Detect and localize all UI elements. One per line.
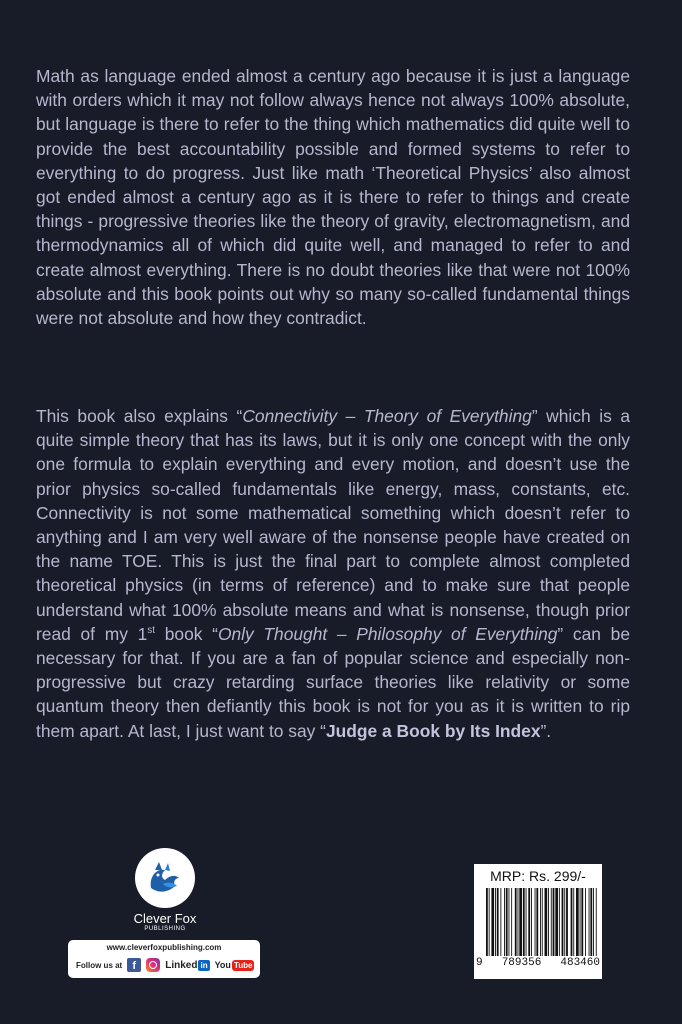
follow-label: Follow us at bbox=[76, 960, 123, 970]
isbn-barcode bbox=[486, 888, 598, 956]
mrp-price: MRP: Rs. 299/- bbox=[490, 868, 586, 884]
barcode-bar bbox=[566, 888, 568, 956]
barcode-bar bbox=[553, 888, 555, 956]
barcode-bar bbox=[511, 888, 512, 956]
barcode-bar bbox=[545, 888, 548, 956]
barcode-bar bbox=[562, 888, 564, 956]
text-segment: book “ bbox=[155, 623, 218, 644]
barcode-bar bbox=[540, 888, 541, 956]
youtube-text: You bbox=[214, 960, 231, 970]
barcode-bar bbox=[559, 888, 560, 956]
text-segment: ” which is a quite simple theory that has its laws, but it is only one concept with the only one formula to explain everything and every motion, and doesn’t use the prior physics so-called fundamentals like energy, mass, constants, etc. Connectivity is not some mathematical something which doesn’t refer to anything and I am very well aware of the nonsense people have created on the name TOE. This is just the final part to complete almost completed theoretical physics (in terms of reference) and to make sure that people understand what 100% absolute means and what is nonsense, though prior read of my 1 bbox=[36, 406, 631, 644]
barcode-bar bbox=[548, 888, 549, 956]
barcode-bar bbox=[551, 888, 552, 956]
barcode-bar bbox=[506, 888, 508, 956]
facebook-icon[interactable] bbox=[127, 958, 141, 972]
barcode-bar bbox=[518, 888, 519, 956]
theory-title: Connectivity – Theory of Everything bbox=[242, 406, 532, 426]
description-paragraph-1: Math as language ended almost a century ago because it is just a language with orders which it may not follow always hence not always 100% absolute, but language is there to refer to the thing which mathematics did quite well to provide the best accountability possible and formed systems to refer to everything to do progress. Just like math ‘Theoretical Physics’ also almost got ended almost a century ago as it is there to refer to things and create things - progressive theories like the theory of gravity, electromagnetism, and thermodynamics all of which did quite well, and managed to refer to and create almost everything. There is no doubt theories like that were not 100% absolute and this book points out why so many so-called fundamental things were not absolute and how they contradict. bbox=[36, 66, 630, 329]
barcode-bar bbox=[491, 888, 494, 956]
website-link[interactable]: www.cleverfoxpublishing.com bbox=[106, 943, 222, 952]
first-book-title: Only Thought – Philosophy of Everything bbox=[217, 623, 558, 644]
barcode-bar bbox=[593, 888, 594, 956]
social-links-box bbox=[68, 940, 260, 978]
barcode-bar bbox=[515, 888, 517, 956]
publisher-name: Clever Fox bbox=[133, 911, 197, 926]
instagram-icon[interactable] bbox=[146, 958, 160, 972]
publisher-logo bbox=[118, 848, 212, 932]
barcode-bar bbox=[489, 888, 490, 956]
barcode-bar bbox=[564, 888, 565, 956]
barcode-bar bbox=[526, 888, 527, 956]
barcode-bar bbox=[590, 888, 592, 956]
linkedin-text: Linked bbox=[165, 959, 198, 971]
barcode-bar bbox=[542, 888, 543, 956]
barcode-bar bbox=[576, 888, 579, 956]
linkedin-box: in bbox=[200, 960, 208, 970]
barcode-bar bbox=[504, 888, 505, 956]
barcode-bar bbox=[497, 888, 499, 956]
linkedin-icon[interactable] bbox=[165, 960, 209, 971]
barcode-bar bbox=[536, 888, 538, 956]
isbn-number bbox=[476, 957, 600, 969]
youtube-icon[interactable] bbox=[215, 960, 255, 971]
barcode-bar bbox=[519, 888, 522, 956]
publisher-subtitle: PUBLISHING bbox=[144, 926, 186, 932]
facebook-glyph: f bbox=[132, 960, 137, 972]
barcode-bar bbox=[580, 888, 581, 956]
barcode-bar bbox=[571, 888, 573, 956]
ordinal-suffix: st bbox=[147, 625, 156, 637]
barcode-bar bbox=[531, 888, 532, 956]
barcode-bar bbox=[509, 888, 510, 956]
barcode-bar bbox=[495, 888, 496, 956]
barcode-bar bbox=[589, 888, 590, 956]
barcode-bar bbox=[555, 888, 558, 956]
barcode-bar bbox=[585, 888, 586, 956]
barcode-bar bbox=[596, 888, 597, 956]
text-segment: This book also explains “ bbox=[36, 406, 243, 426]
slogan: Judge a Book by Its Index bbox=[325, 720, 541, 741]
isbn-prefix: 9 bbox=[476, 957, 483, 969]
text-segment: ”. bbox=[540, 720, 552, 741]
barcode-bar bbox=[528, 888, 530, 956]
isbn-group-2: 483460 bbox=[560, 957, 600, 969]
youtube-box: Tube bbox=[233, 960, 253, 970]
barcode-bar bbox=[523, 888, 525, 956]
isbn-group-1: 789356 bbox=[501, 957, 542, 969]
fox-logo-icon bbox=[135, 848, 195, 908]
description-paragraph-2 bbox=[36, 404, 630, 743]
barcode-bar bbox=[500, 888, 501, 956]
follow-row bbox=[76, 958, 254, 972]
barcode-bar bbox=[486, 888, 488, 956]
text-segment: ” can be necessary for that. If you are a fan of popular science and especially non-progressive but crazy retarding surface theories like relativity or some quantum theory then defiantly this book is not for you as it is written to rip them apart. At last, I just want to say “ bbox=[36, 623, 630, 741]
barcode-bar bbox=[573, 888, 574, 956]
barcode-bar bbox=[535, 888, 536, 956]
barcode-bar bbox=[581, 888, 583, 956]
price-barcode-box bbox=[474, 864, 602, 979]
